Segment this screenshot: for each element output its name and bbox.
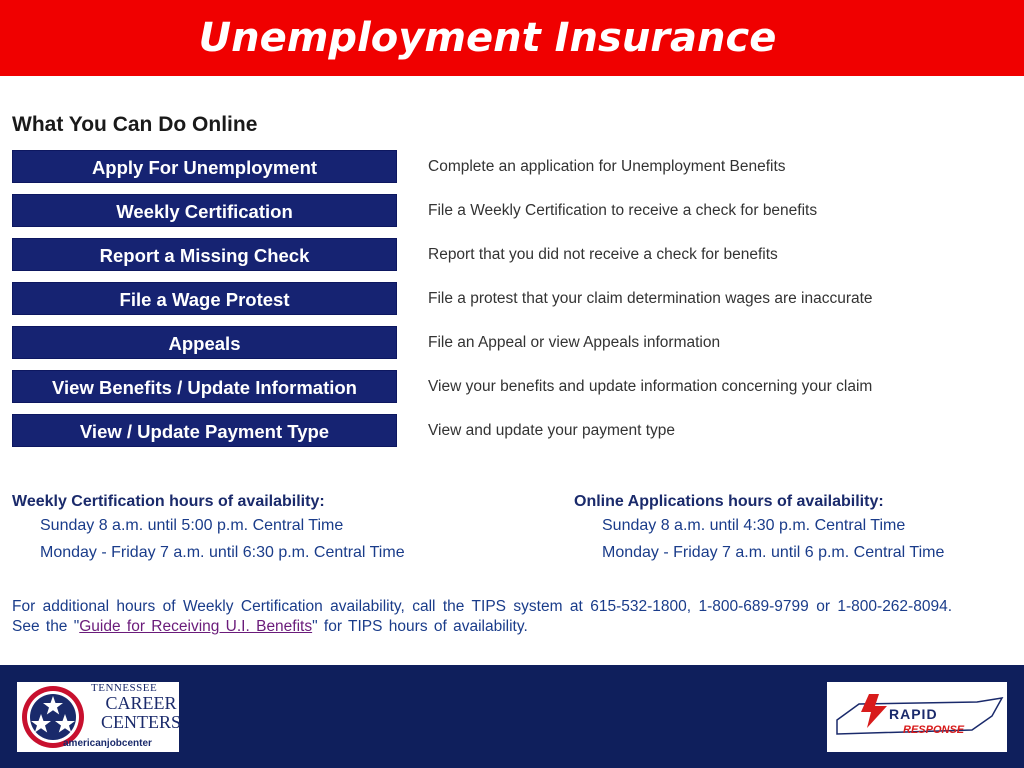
report-missing-check-button[interactable]: Report a Missing Check: [12, 238, 397, 271]
view-benefits-update-information-button[interactable]: View Benefits / Update Information: [12, 370, 397, 403]
career-logo-state: TENNESSEE: [91, 682, 158, 694]
weekly-hours-sunday: Sunday 8 a.m. until 5:00 p.m. Central Time: [40, 517, 344, 534]
appeals-description: File an Appeal or view Appeals information: [428, 334, 721, 351]
online-hours-heading: Online Applications hours of availability:: [574, 493, 884, 510]
career-logo-title: [101, 694, 181, 732]
career-logo-line2: CENTERS: [101, 712, 182, 732]
rapid-response-logo: [827, 682, 1007, 752]
tips-note: [12, 597, 952, 637]
weekly-certification-button[interactable]: Weekly Certification: [12, 194, 397, 227]
tennessee-career-centers-logo: [17, 682, 182, 752]
career-logo-tagline: americanjobcenter: [63, 738, 152, 749]
apply-for-unemployment-button[interactable]: Apply For Unemployment: [12, 150, 397, 183]
weekly-hours-weekday: Monday - Friday 7 a.m. until 6:30 p.m. Central Time: [40, 544, 405, 561]
section-heading: What You Can Do Online: [12, 113, 258, 136]
weekly-hours-heading: Weekly Certification hours of availability:: [12, 493, 325, 510]
online-hours-weekday: Monday - Friday 7 a.m. until 6 p.m. Central Time: [602, 544, 945, 561]
header-banner: [0, 0, 1024, 76]
career-logo-line1: CAREER: [105, 693, 177, 713]
report-missing-check-description: Report that you did not receive a check for benefits: [428, 246, 778, 263]
file-wage-protest-description: File a protest that your claim determination wages are inaccurate: [428, 290, 873, 307]
tips-note-text-end: " for TIPS hours of availability.: [312, 618, 528, 635]
response-word: RESPONSE: [903, 724, 965, 736]
rapid-word: RAPID: [889, 706, 938, 722]
weekly-certification-description: File a Weekly Certification to receive a check for benefits: [428, 202, 818, 219]
online-hours-sunday: Sunday 8 a.m. until 4:30 p.m. Central Time: [602, 517, 906, 534]
view-benefits-description: View your benefits and update information concerning your claim: [428, 378, 873, 395]
file-wage-protest-button[interactable]: File a Wage Protest: [12, 282, 397, 315]
apply-description: Complete an application for Unemployment Benefits: [428, 158, 786, 175]
tips-note-text: For additional hours of Weekly Certification availability, call the TIPS system at 615-532-1800, 1-800-689-9799 or 1-800-262-8094. See the ": [12, 598, 952, 635]
guide-link[interactable]: Guide for Receiving U.I. Benefits: [79, 618, 313, 635]
page-title: Unemployment Insurance: [198, 15, 777, 61]
appeals-button[interactable]: Appeals: [12, 326, 397, 359]
payment-type-description: View and update your payment type: [428, 422, 676, 439]
view-update-payment-type-button[interactable]: View / Update Payment Type: [12, 414, 397, 447]
